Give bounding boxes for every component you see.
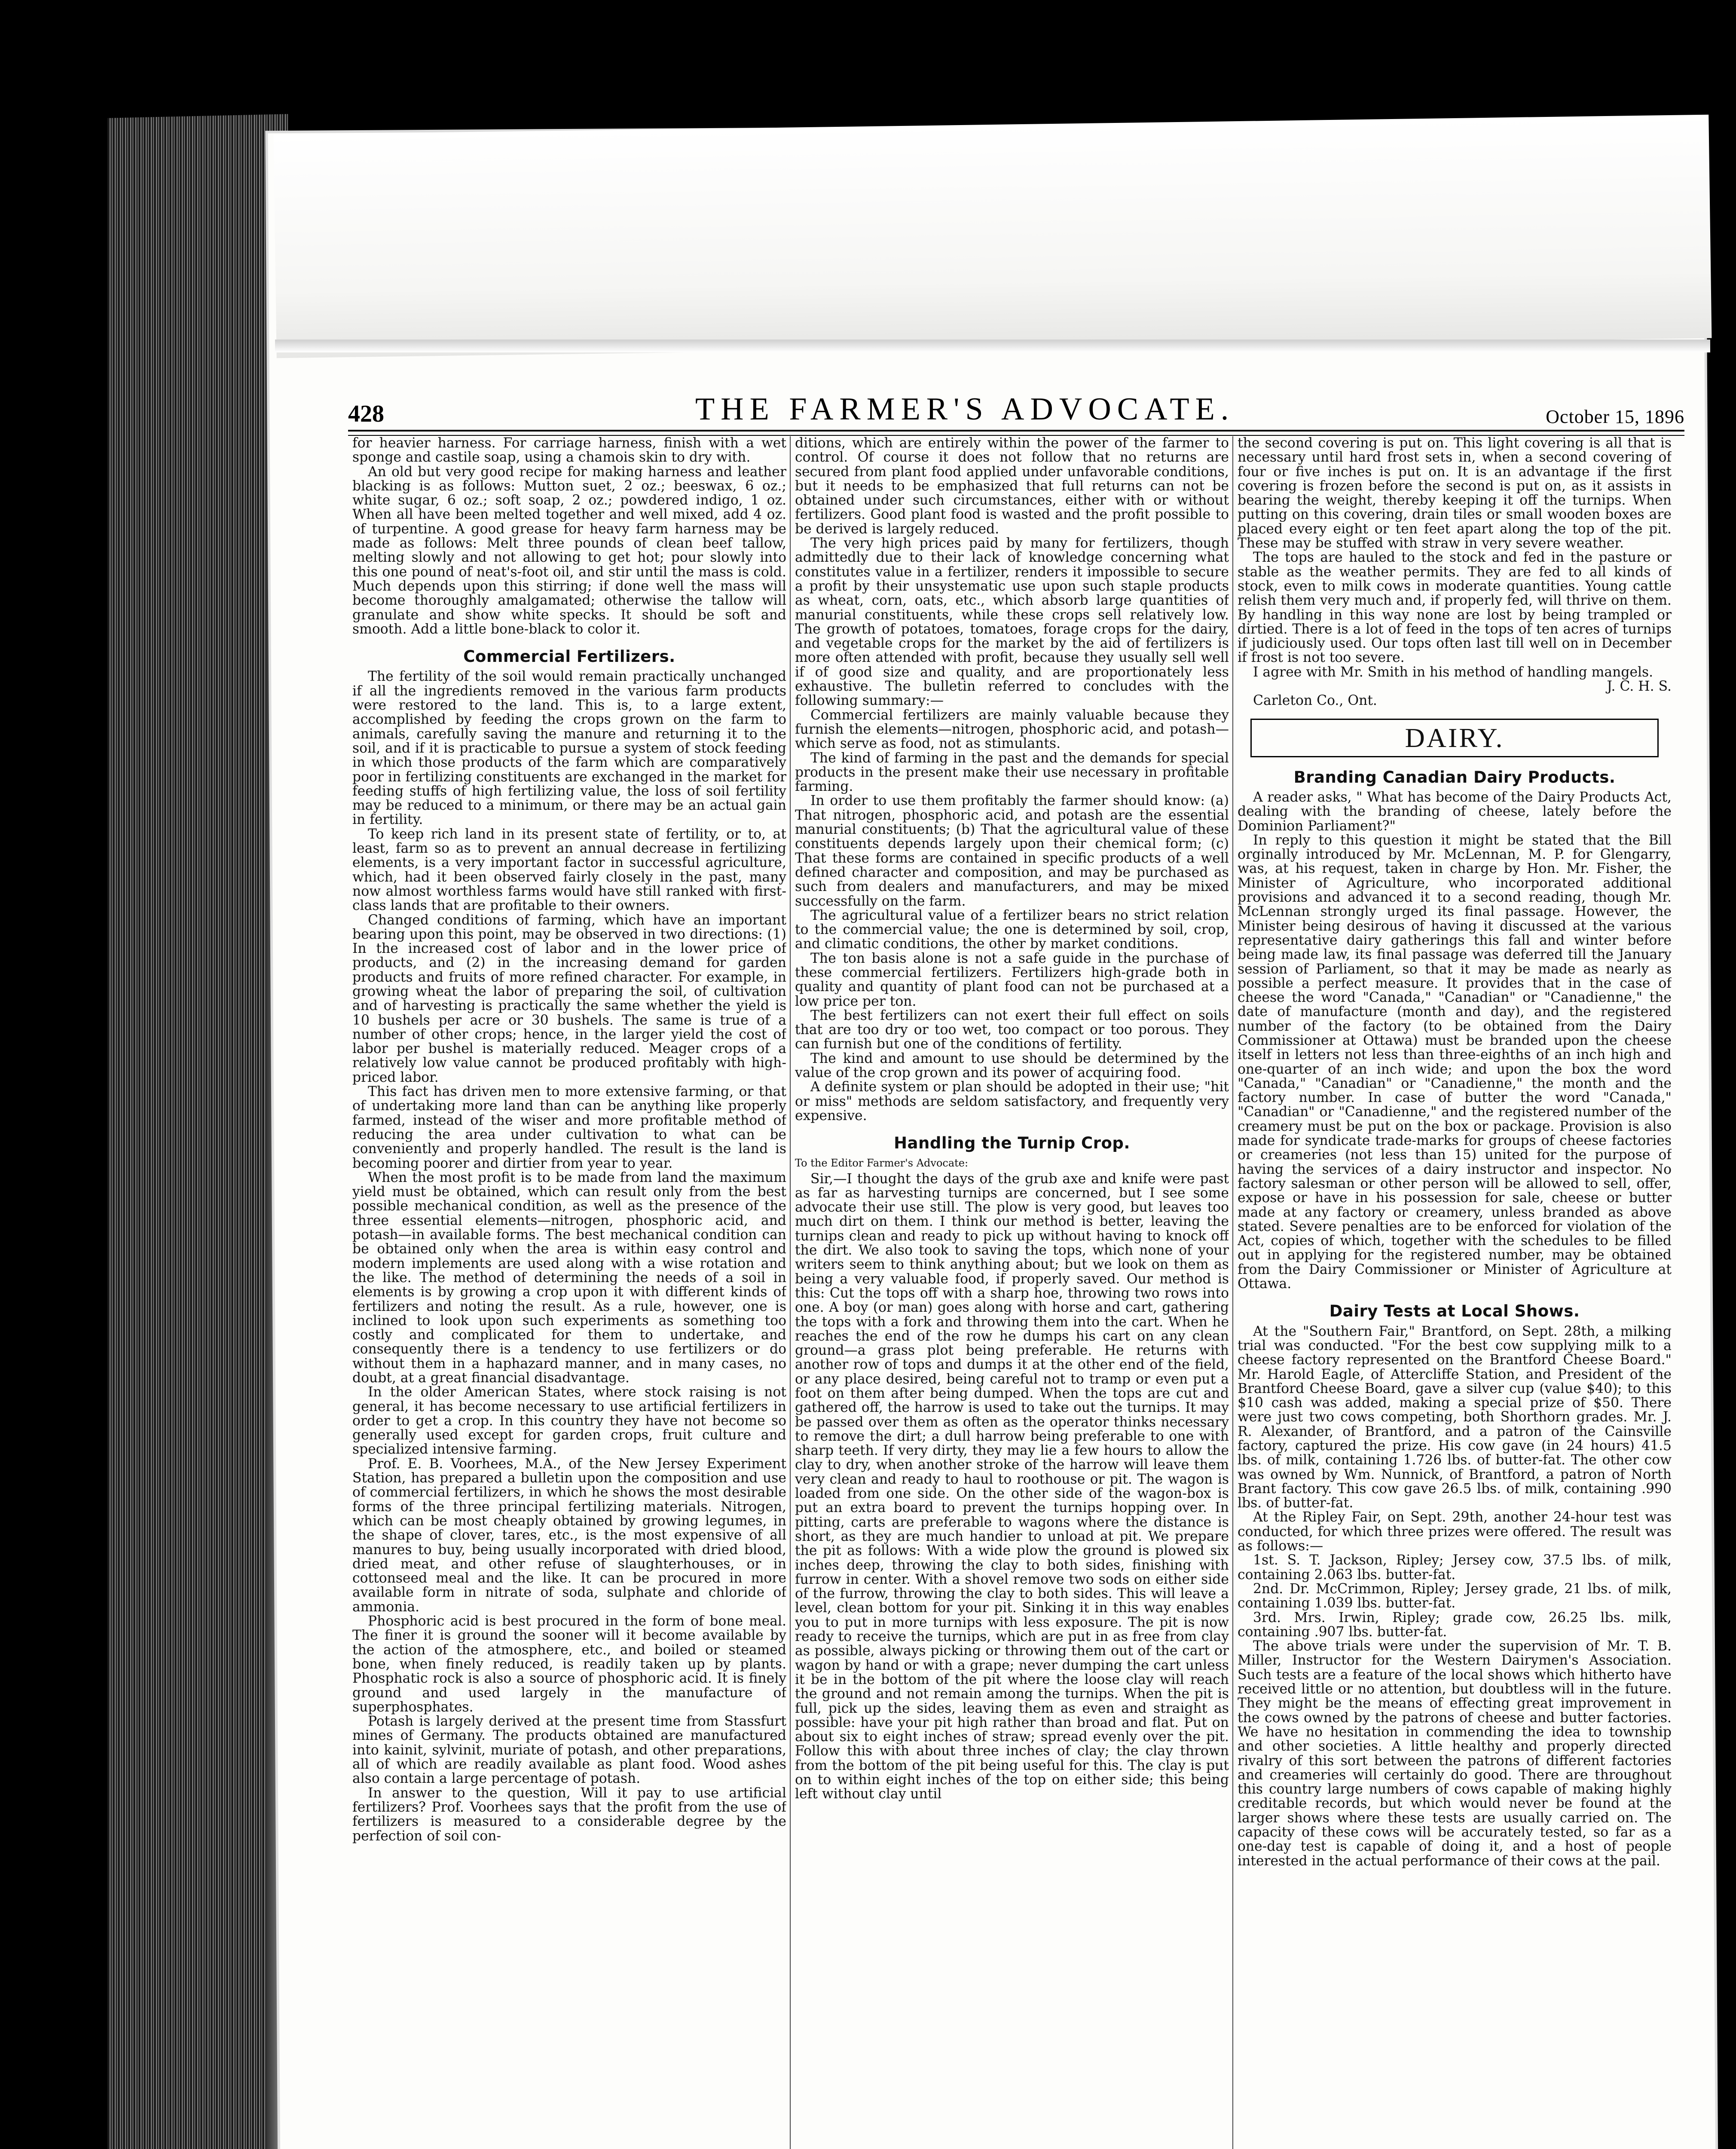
paragraph: In the older American States, where stock raising is not general, it has become necessary to use artificial fertilizers in order to get a crop. In this country they have not become so generally used except for garden crops, fruit culture and specialized intensive farming. (352, 1384, 786, 1457)
paragraph: At the Ripley Fair, on Sept. 29th, another 24-hour test was conducted, for which three prizes were offered. The result was as follows:— (1238, 1509, 1672, 1554)
section-title-box (1250, 719, 1659, 757)
paragraph: The best fertilizers can not exert their full effect on soils that are too dry or too wet, too compact or too porous. They can furnish but one of the conditions of fertility. (795, 1007, 1229, 1052)
column-1 (352, 436, 786, 2149)
running-head (348, 389, 1684, 428)
column-rule (790, 436, 791, 2149)
paragraph: The above trials were under the supervision of Mr. T. B. Miller, Instructor for the Western Dairymen's Association. Such tests are a feature of the local shows which hitherto have received little or no attention, but doubtless will in the future. They might be the means of effecting great improvement in the cows owned by the patrons of cheese and butter factories. We have no hesitation in commending the idea to township and other societies. A little healthy and properly directed rivalry of this sort between the patrons of different factories and creameries will certainly do good. There are throughout this country large numbers of cows capable of making highly creditable records, but which would never be found at the larger shows where these tests are usually carried on. The capacity of these cows will be accurately tested, so far as a one-day test is capable of doing it, and a host of people interested in the actual performance of their cows at the pail. (1238, 1638, 1672, 1869)
header-rule (348, 430, 1684, 436)
article-heading: Commercial Fertilizers. (463, 647, 675, 666)
article-heading: Handling the Turnip Crop. (894, 1134, 1130, 1153)
letter-salutation: To the Editor Farmer's Advocate: (795, 1157, 969, 1169)
curled-page-top (274, 115, 1712, 358)
paragraph: the second covering is put on. This light covering is all that is necessary until hard frost sets in, when a second covering of four or five inches is put on. It is an advantage if the first covering is frozen before the second is put on, as it assists in bearing the weight, thereby keeping it off the turnips. When putting on this covering, drain tiles or small wooden boxes are placed every eight or ten feet apart along the top of the pit. These may be stuffed with straw in very severe weather. (1238, 436, 1672, 551)
paragraph: Changed conditions of farming, which have an important bearing upon this point, may be observed in two directions: (1) In the increased cost of labor and in the lower price of products, and (2) in the increasing demand for garden products and fruits of more refined character. For example, in growing wheat the labor of preparing the soil, of cultivation and of harvesting is practically the same whether the yield is 10 bushels per acre or 30 bushels. The same is true of a number of other crops; hence, in the larger yield the cost of labor per bushel is materially reduced. Meager crops of a relatively low value cannot be produced profitably with high-priced labor. (352, 912, 786, 1085)
paragraph: Potash is largely derived at the present time from Stassfurt mines of Germany. The products obtained are manufactured into kainit, sylvinit, muriate of potash, and other preparations, all of which are readily available as plant food. Wood ashes also contain a large percentage of potash. (352, 1714, 786, 1787)
paragraph: The ton basis alone is not a safe guide in the purchase of these commercial fertilizers. Fertilizers high-grade both in quality and quantity of plant food can not be purchased at a low price per ton. (795, 950, 1229, 1009)
article-heading: Branding Canadian Dairy Products. (1293, 768, 1616, 787)
masthead: THE FARMER'S ADVOCATE. (695, 392, 1235, 427)
paragraph: At the "Southern Fair," Brantford, on Sept. 28th, a milking trial was conducted. "For the best cow supplying milk to a cheese factory represented on the Brantford Cheese Board." Mr. Harold Eagle, of Attercliffe Station, and President of the Brantford Cheese Board, gave a silver cup (value $40); to this $10 cash was added, making a special prize of $50. There were just two cows competing, both Shorthorn grades. Mr. J. R. Alexander, of Brantford, and a patron of the Cainsville factory, captured the prize. His cow gave (in 24 hours) 41.5 lbs. of milk, containing 1.726 lbs. of butter-fat. The other cow was owned by Wm. Nunnick, of Brantford, a patron of North Brant factory. This cow gave 26.5 lbs. of milk, containing .990 lbs. of butter-fat. (1238, 1323, 1672, 1511)
section-title: DAIRY. (1405, 722, 1504, 753)
letter-signature: J. C. H. S. (1607, 679, 1672, 695)
paragraph: Prof. E. B. Voorhees, M.A., of the New Jersey Experiment Station, has prepared a bulletin upon the composition and use of commercial fertilizers, in which he shows the most desirable forms of the three principal fertilizing materials. Nitrogen, which can be most cheaply obtained by growing legumes, in the shape of clover, tares, etc., is the most expensive of all manures to buy, being usually incorporated with dried blood, dried meat, and other refuse of slaughterhouses, or in cottonseed meal and the like. It can be procured in more available form in nitrate of soda, sulphate and chloride of ammonia. (352, 1456, 786, 1615)
letter-place: Carleton Co., Ont. (1253, 693, 1377, 709)
paragraph: This fact has driven men to more extensive farming, or that of undertaking more land than can be anything like properly farmed, instead of the wiser and more profitable method of reducing the area under cultivation to what can be conveniently and properly handled. The result is the land is becoming poorer and dirtier from year to year. (352, 1084, 786, 1171)
paragraph: The kind of farming in the past and the demands for special products in the present make their use necessary in profitable farming. (795, 750, 1229, 795)
paragraph: The tops are hauled to the stock and fed in the pasture or stable as the weather permits. They are fed to all kinds of stock, even to milk cows in moderate quantities. Young cattle relish them very much and, if properly fed, will thrive on them. By handling in this way none are lost by being trampled or dirtied. There is a lot of feed in the tops of ten acres of turnips if judiciously used. Our tops often last till well on in December if frost is not too severe. (1238, 550, 1672, 666)
paragraph: The kind and amount to use should be determined by the value of the crop grown and its power of acquiring food. (795, 1050, 1229, 1081)
paragraph: In order to use them profitably the farmer should know: (a) That nitrogen, phosphoric acid, and potash are the essential manurial constituents; (b) That the agricultural value of these constituents depends largely upon their chemical form; (c) That these forms are contained in specific products of a well defined character and composition, and may be purchased as such from dealers and manufacturers, and may be mixed successfully on the farm. (795, 793, 1229, 909)
issue-date: October 15, 1896 (1546, 406, 1684, 427)
paragraph: Sir,—I thought the days of the grub axe and knife were past as far as harvesting turnips are concerned, but I see some advocate their use still. The plow is very good, but leaves too much dirt on them. I think our method is better, leaving the turnips clean and ready to pick up without having to knock off the dirt. We also took to saving the tops, which none of your writers seem to think anything about; but we look on them as being a very valuable food, if properly saved. Our method is this: Cut the tops off with a sharp hoe, throwing two rows into one. A boy (or man) goes along with horse and cart, gathering the tops with a fork and throwing them into the cart. When he reaches the end of the row he dumps his cart on any clean ground—a grass plot being preferable. He returns with another row of tops and dumps it at the other end of the field, or any place desired, being careful not to tramp or even put a foot on them after being dumped. When the tops are cut and gathered off, the harrow is used to take out the turnips. It may be passed over them as often as the operator thinks necessary to remove the dirt; a dull harrow being preferable to one with sharp teeth. If very dirty, they may lie a few hours to allow the clay to dry, when another stroke of the harrow will leave them very clean and ready to haul to roothouse or pit. The wagon is loaded from one side. On the other side of the wagon-box is put an extra board to prevent the turnips hopping over. In pitting, carts are preferable to wagons where the distance is short, as they are much handier to unload at pit. We prepare the pit as follows: With a wide plow the ground is plowed six inches deep, throwing the clay to both sides, finishing with furrow in center. With a shovel remove two sods on either side of the furrow, throwing the clay to both sides. This will leave a level, clean bottom for your pit. Sinking it in this way enables you to put in more turnips with less exposure. The pit is now ready to receive the turnips, which are put in as free from clay as possible, always picking or throwing them out of the cart or wagon by hand or with a grape; never dumping the cart unless it be in the bottom of the pit where the loose clay will reach the ground and not remain among the turnips. When the pit is full, pick up the sides, leaving them as even and straight as possible: have your pit high rather than broad and flat. Put on about six to eight inches of straw; spread evenly over the pit. Follow this with about three inches of clay; the clay thrown from the bottom of the pit being useful for this. The clay is put on to within eight inches of the top on either side; this being left without clay until (795, 1171, 1229, 1802)
paragraph: When the most profit is to be made from land the maximum yield must be obtained, which can result only from the best possible mechanical condition, as well as the presence of the three essential elements—nitrogen, phosphoric acid, and potash—in available forms. The best mechanical condition can be obtained only when the area is within easy control and modern implements are used along with a wise rotation and the like. The method of determining the needs of a soil in elements is by growing a crop upon it with different kinds of fertilizers and noting the result. As a rule, however, one is inclined to look upon such experiments as something too costly and complicated for them to undertake, and consequently there is a tendency to use fertilizers or do without them in a haphazard manner, and in many cases, no doubt, at a great financial disadvantage. (352, 1169, 786, 1386)
paragraph: Phosphoric acid is best procured in the form of bone meal. The finer it is ground the sooner will it become available by the action of the atmosphere, etc., and boiled or steamed bone, when finely reduced, is readily taken up by plants. Phosphatic rock is also a source of phosphoric acid. It is finely ground and used largely in the manufacture of superphosphates. (352, 1613, 786, 1715)
paragraph: In reply to this question it might be stated that the Bill orginally introduced by Mr. McLennan, M. P. for Glengarry, was, at his request, taken in charge by Hon. Mr. Fisher, the Minister of Agriculture, who incorporated additional provisions and advanced it to a second reading, though Mr. McLennan strongly urged its final passage. However, the Minister being desirous of having it discussed at the various representative dairy gatherings this fall and winter before being made law, its final passage was deferred till the January session of Parliament, so that it may be made as nearly as possible a perfect measure. It provides that in the case of cheese the word "Canada," "Canadian" or "Canadienne," the date of manufacture (month and day), and the registered number of the factory (to be obtained from the Dairy Commissioner at Ottawa) must be branded upon the cheese itself in letters not less than three-eighths of an inch high and one-quarter of an inch wide; and upon the box the word "Canada," "Canadian" or "Canadienne," the month and the factory number. In case of butter the word "Canada," "Canadian" or "Canadienne," and the registered number of the creamery must be put on the box or package. Provision is also made for syndicate trade-marks for groups of cheese factories or creameries (not less than 15) united for the purpose of having the services of a dairy instructor and inspector. No factory salesman or other person will be allowed to sell, offer, expose or have in his possession for sale, cheese or butter made at any factory or creamery, unless branded as above stated. Severe penalties are to be enforced for violation of the Act, copies of which, together with the schedules to be filled out in applying for the registered number, may be obtained from the Dairy Commissioner or Minister of Agriculture at Ottawa. (1238, 832, 1672, 1292)
result-entry: 1st. S. T. Jackson, Ripley; Jersey cow, 37.5 lbs. of milk, containing 2.063 lbs. butter-fat. (1238, 1552, 1672, 1583)
article-heading: Dairy Tests at Local Shows. (1329, 1302, 1580, 1321)
paragraph: An old but very good recipe for making harness and leather blacking is as follows: Mutton suet, 2 oz.; beeswax, 6 oz.; white sugar, 6 oz.; soft soap, 2 oz.; powdered indigo, 1 oz. When all have been melted together and well mixed, add 4 oz. of turpentine. A good grease for heavy farm harness may be made as follows: Melt three pounds of clean beef tallow, melting slowly and not allowing to get hot; pour slowly into this one pound of neat's-foot oil, and stir until the mass is cold. Much depends upon this stirring; if done well the mass will become thoroughly amalgamated; otherwise the tallow will granulate and show white specks. It should be soft and smooth. Add a little bone-black to color it. (352, 464, 786, 637)
paragraph: I agree with Mr. Smith in his method of handling mangels. (1253, 664, 1653, 680)
page-fold-shadow (275, 340, 1710, 352)
paragraph: A definite system or plan should be adopted in their use; "hit or miss" methods are seldom satisfactory, and frequently very expensive. (795, 1079, 1229, 1123)
result-entry: 3rd. Mrs. Irwin, Ripley; grade cow, 26.25 lbs. milk, containing .907 lbs. butter-fat. (1238, 1610, 1672, 1640)
column-3 (1238, 436, 1672, 2149)
paragraph: To keep rich land in its present state of fertility, or to, at least, farm so as to prevent an annual decrease in fertilizing elements, is a very important factor in successful agriculture, which, had it been observed fairly closely in the past, many now almost worthless farms would have still ranked with first-class lands that are profitable to their owners. (352, 826, 786, 914)
paragraph: In answer to the question, Will it pay to use artificial fertilizers? Prof. Voorhees says that the profit from the use of fertilizers is measured to a considerable degree by the perfection of soil con- (352, 1785, 786, 1844)
paragraph: Commercial fertilizers are mainly valuable because they furnish the elements—nitrogen, phosphoric acid, and potash—which serve as food, not as stimulants. (795, 707, 1229, 752)
column-rule (1232, 436, 1233, 2149)
paragraph: The agricultural value of a fertilizer bears no strict relation to the commercial value; the one is determined by soil, crop, and climatic conditions, the other by market conditions. (795, 907, 1229, 952)
paragraph: The very high prices paid by many for fertilizers, though admittedly due to their lack of knowledge concerning what constitutes value in a fertilizer, renders it impossible to secure a profit by their unsystematic use upon such staple products as wheat, corn, oats, etc., which absorb large quantities of manurial constituents, while these crops sell relatively low. The growth of potatoes, tomatoes, forage crops for the dairy, and vegetable crops for the market by the aid of fertilizers is more often attended with profit, because they usually sell well if of good size and quality, and are proportionately less exhaustive. The bulletin referred to concludes with the following summary:— (795, 536, 1229, 709)
column-2 (795, 436, 1229, 2149)
result-entry: 2nd. Dr. McCrimmon, Ripley; Jersey grade, 21 lbs. of milk, containing 1.039 lbs. butter-fat. (1238, 1581, 1672, 1611)
page-number: 428 (348, 401, 384, 427)
paragraph: The fertility of the soil would remain practically unchanged if all the ingredients removed in the various farm products were restored to the land. This is, to a large extent, accomplished by feeding the crops grown on the farm to animals, carefully saving the manure and returning it to the soil, and if it is practicable to pursue a system of stock feeding in which those products of the farm which are comparatively poor in fertilizing constituents are exchanged in the market for feeding stuffs of high fertilizing value, the loss of soil fertility may be reduced to a minimum, or there may be an actual gain in fertility. (352, 669, 786, 828)
paragraph: for heavier harness. For carriage harness, finish with a wet sponge and castile soap, using a chamois skin to dry with. (352, 436, 786, 465)
paragraph: ditions, which are entirely within the power of the farmer to control. Of course it does not follow that no returns are secured from plant food applied under unfavorable conditions, but it needs to be emphasized that full returns can not be obtained under such circumstances, either with or without fertilizers. Good plant food is wasted and the profit possible to be derived is largely reduced. (795, 436, 1229, 537)
paragraph: A reader asks, " What has become of the Dairy Products Act, dealing with the branding of cheese, lately before the Dominion Parliament?" (1238, 789, 1672, 834)
book-page-edges (107, 114, 288, 2149)
